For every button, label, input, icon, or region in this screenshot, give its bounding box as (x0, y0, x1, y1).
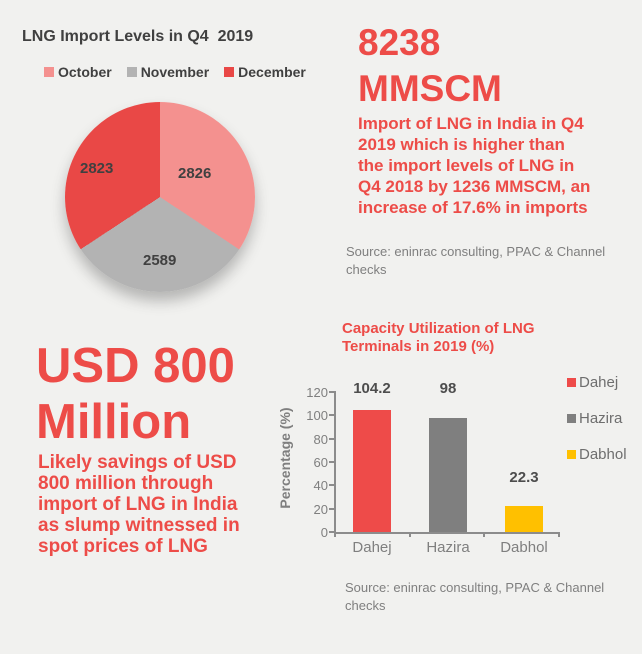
pie-slice-value-november: 2589 (143, 252, 177, 269)
x-tick-label-hazira: Hazira (426, 539, 470, 556)
x-tick-label-dabhol: Dabhol (500, 539, 548, 556)
source-note-bottom (345, 579, 604, 615)
pie-slice-value-october: 2826 (178, 165, 212, 182)
stat-top-body-line: Import of LNG in India in Q4 (358, 114, 584, 133)
y-tick-mark (329, 508, 334, 510)
y-tick-mark (329, 484, 334, 486)
y-tick-label: 40 (313, 478, 328, 494)
bar-legend (567, 374, 627, 463)
stat-bottom-headline-line1: USD 800 (36, 339, 235, 393)
x-tick-mark (334, 532, 336, 537)
stat-top-headline-line1: 8238 (358, 22, 441, 63)
bar-legend-item-dabhol (567, 446, 627, 463)
hazira-swatch-icon (567, 414, 576, 423)
october-swatch-icon (44, 67, 54, 77)
dahej-swatch-icon (567, 378, 576, 387)
y-tick-label: 100 (306, 408, 328, 424)
stat-bottom-body-line: 800 million through (38, 473, 214, 494)
pie-legend-item-december (224, 64, 306, 80)
x-tick-label-dahej: Dahej (352, 539, 392, 556)
bar-legend-item-hazira (567, 410, 627, 427)
stat-top-body-line: 2019 which is higher than (358, 135, 565, 154)
x-axis-line (334, 532, 558, 534)
bar-dahej (353, 410, 391, 532)
bar-value-hazira: 98 (439, 380, 457, 397)
bar-chart-title (342, 320, 535, 356)
bar-legend-label: Hazira (579, 410, 623, 427)
y-tick-label: 0 (320, 525, 328, 540)
stat-bottom-body-line: spot prices of LNG (38, 536, 208, 557)
bar-legend-label: Dabhol (579, 446, 627, 463)
pie-legend (44, 64, 306, 80)
december-swatch-icon (224, 67, 234, 77)
bar-legend-item-dahej (567, 374, 627, 391)
source-note-line: checks (346, 262, 387, 277)
bar-dabhol (505, 506, 543, 532)
source-note-line: Source: eninrac consulting, PPAC & Channel (346, 244, 606, 259)
pie-legend-label: October (58, 64, 112, 80)
pie-slice-value-december: 2823 (80, 160, 114, 177)
stat-top-headline (358, 20, 502, 112)
stat-bottom-body (38, 452, 240, 557)
stat-bottom-body-line: import of LNG in India (38, 494, 238, 515)
x-tick-mark (558, 532, 560, 537)
bar-chart-title-line1: Capacity Utilization of LNG (342, 320, 535, 337)
stat-bottom-headline (36, 338, 235, 450)
pie-legend-label: November (140, 64, 210, 80)
bar-plot-area (335, 392, 557, 532)
y-tick-mark (329, 461, 334, 463)
x-tick-mark (483, 532, 485, 537)
y-axis-label: Percentage (%) (277, 407, 293, 509)
dabhol-swatch-icon (567, 450, 576, 459)
stat-top-body (358, 113, 590, 218)
stat-bottom-headline-line2: Million (36, 395, 192, 449)
source-note-line: checks (345, 598, 386, 613)
pie-legend-item-november (127, 64, 209, 80)
pie-legend-item-october (44, 64, 112, 80)
stat-bottom-body-line: as slump witnessed in (38, 515, 240, 536)
stat-top-body-line: the import levels of LNG in (358, 156, 575, 175)
y-tick-label: 60 (313, 455, 328, 470)
pie-legend-label: December (238, 64, 306, 80)
x-tick-mark (409, 532, 411, 537)
stat-top-body-line: increase of 17.6% in imports (358, 198, 588, 217)
bar-hazira (429, 418, 467, 532)
y-tick-label: 80 (313, 431, 328, 447)
y-tick-mark (329, 438, 334, 440)
source-note-top (346, 243, 605, 279)
y-tick-mark (329, 391, 334, 393)
y-tick-label: 20 (313, 501, 328, 517)
bar-value-dabhol: 22.3 (509, 469, 539, 486)
y-tick-label: 120 (306, 385, 328, 400)
stat-top-body-line: Q4 2018 by 1236 MMSCM, an (358, 177, 591, 196)
november-swatch-icon (127, 67, 137, 77)
y-tick-mark (329, 414, 334, 416)
bar-legend-label: Dahej (579, 374, 619, 391)
source-note-line: Source: eninrac consulting, PPAC & Channel (345, 580, 605, 595)
bar-chart-title-line2: Terminals in 2019 (%) (342, 338, 495, 355)
stat-bottom-body-line: Likely savings of USD (38, 452, 237, 473)
bar-value-dahej: 104.2 (353, 380, 391, 397)
stat-top-headline-line2: MMSCM (358, 68, 502, 109)
pie-chart-title: LNG Import Levels in Q4 2019 (22, 28, 254, 45)
